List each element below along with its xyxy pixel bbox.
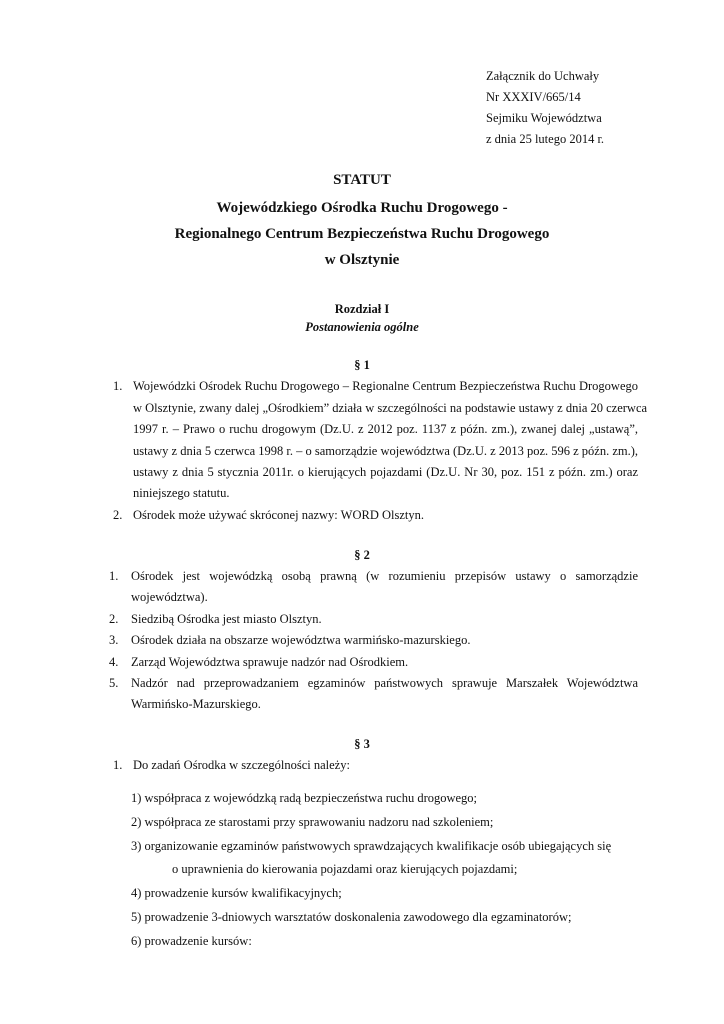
section-label: § 2	[354, 548, 370, 562]
paragraph-line: Do zadań Ośrodka w szczególności należy:	[133, 758, 350, 772]
paragraph-line: Warmińsko-Mazurskiego.	[131, 697, 261, 711]
item-number: 3.	[109, 633, 119, 647]
paragraph-line: ustawy z dnia 5 czerwca 1998 r. – o samorządzie województwa (Dz.U. z 2013 poz. 596 z późn. zm.),	[133, 444, 639, 458]
chapter-subtitle: Postanowienia ogólne	[305, 320, 419, 334]
annex-note	[486, 66, 604, 150]
paragraph-line: Ośrodek działa na obszarze województwa warmińsko-mazurskiego.	[131, 633, 471, 647]
paragraph-line: Siedzibą Ośrodka jest miasto Olsztyn.	[131, 612, 322, 626]
section-label: § 1	[354, 358, 370, 372]
paragraph-line: Nadzór nad przeprowadzaniem egzaminów państwowych sprawuje Marszałek Województwa	[131, 676, 638, 690]
annex-line: Załącznik do Uchwały	[486, 69, 600, 83]
document-subtitle: w Olsztynie	[324, 252, 400, 268]
paragraph-line: w Olsztynie, zwany dalej „Ośrodkiem” działa w szczególności na podstawie ustawy z dnia 20 czerwca	[133, 401, 648, 415]
paragraph-line: Wojewódzki Ośrodek Ruchu Drogowego – Regionalne Centrum Bezpieczeństwa Ruchu Drogowego	[133, 379, 638, 393]
chapter-label: Rozdział I	[334, 302, 390, 316]
paragraph-line: Ośrodek jest wojewódzką osobą prawną (w rozumieniu przepisów ustawy o samorządzie	[131, 569, 638, 583]
item-number: 2.	[113, 508, 123, 522]
list-item: 2) współpraca ze starostami przy sprawowaniu nadzoru nad szkoleniem;	[131, 815, 494, 829]
document-title: STATUT	[333, 172, 391, 188]
document-subtitle: Wojewódzkiego Ośrodka Ruchu Drogowego -	[216, 200, 508, 216]
paragraph-line: Zarząd Województwa sprawuje nadzór nad Ośrodkiem.	[131, 655, 409, 669]
list-item: 1) współpraca z wojewódzką radą bezpieczeństwa ruchu drogowego;	[131, 791, 478, 805]
item-number: 1.	[113, 758, 123, 772]
document-subtitle: Regionalnego Centrum Bezpieczeństwa Ruchu Drogowego	[174, 226, 550, 242]
item-number: 5.	[109, 676, 119, 690]
list-item: 6) prowadzenie kursów:	[131, 934, 252, 948]
item-number: 2.	[109, 612, 119, 626]
list-item-continuation: o uprawnienia do kierowania pojazdami oraz kierujących pojazdami;	[172, 862, 518, 876]
list-item: 5) prowadzenie 3-dniowych warsztatów doskonalenia zawodowego dla egzaminatorów;	[131, 910, 572, 924]
item-number: 4.	[109, 655, 119, 669]
annex-line: z dnia 25 lutego 2014 r.	[486, 132, 605, 146]
annex-line: Nr XXXIV/665/14	[486, 90, 581, 104]
paragraph-line: Ośrodek może używać skróconej nazwy: WORD Olsztyn.	[133, 508, 425, 522]
annex-line: Sejmiku Województwa	[486, 111, 602, 125]
section-label: § 3	[354, 737, 370, 751]
item-number: 1.	[109, 569, 119, 583]
list-item: 4) prowadzenie kursów kwalifikacyjnych;	[131, 886, 342, 900]
paragraph-line: ustawy z dnia 5 stycznia 2011r. o kierujących pojazdami (Dz.U. Nr 30, poz. 151 z późn. zm.) oraz	[133, 465, 638, 479]
paragraph-line: niniejszego statutu.	[133, 486, 230, 500]
paragraph-line: województwa).	[131, 590, 208, 604]
paragraph-line: 1997 r. – Prawo o ruchu drogowym (Dz.U. z 2012 poz. 1137 z późn. zm.), zwanej dalej „ustawą”,	[133, 422, 638, 436]
item-number: 1.	[113, 379, 123, 393]
list-item: 3) organizowanie egzaminów państwowych sprawdzających kwalifikacje osób ubiegających się	[131, 839, 612, 853]
